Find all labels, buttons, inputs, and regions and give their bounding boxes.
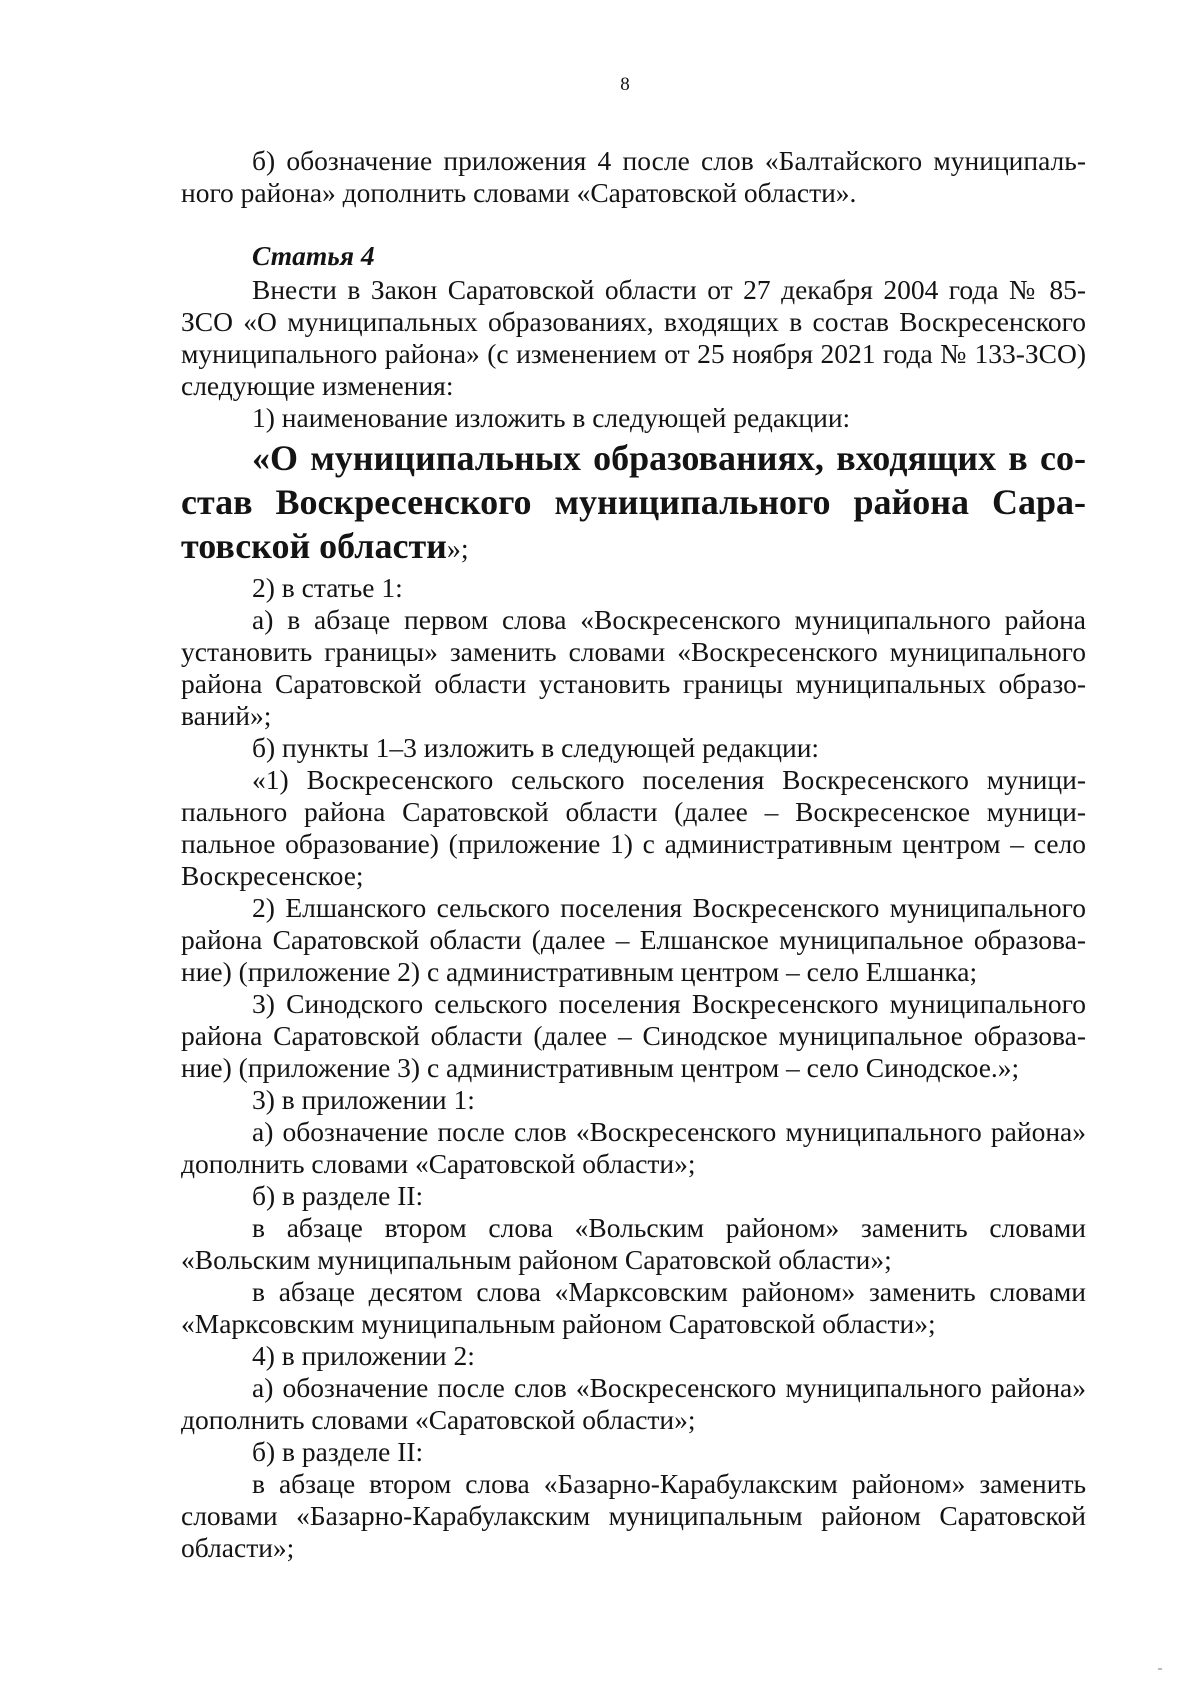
paragraph: в абзаце десятом слова «Марксовским районом» заменить словами «Марксовским муниципальным районом Саратовской области»; — [181, 1276, 1086, 1339]
new-law-title-text: «О муниципальных образованиях, входящих в состав Воскресенского муниципального района Саратовской области — [181, 438, 1086, 566]
paragraph: «1) Воскресенского сельского поселения Воскресенского муниципального района Саратовской области (далее – Воскресенское муниципальное образование) (приложение 1) с административным центром – село Воскресенское; — [181, 764, 1086, 891]
paragraph: Внести в Закон Саратовской области от 27 декабря 2004 года № 85-ЗСО «О муниципальных образованиях, входящих в состав Воскресенского муниципального района» (с изменением от 25 ноября 2021 года № 133-ЗСО) следующие изменения: — [181, 274, 1086, 401]
paragraph: 2) Елшанского сельского поселения Воскресенского муниципального района Саратовской области (далее – Елшанское муниципальное образование) (приложение 2) с административным центром – село Елшанка; — [181, 892, 1086, 987]
paragraph: б) в разделе II: — [252, 1436, 424, 1467]
scan-speck — [1158, 1668, 1162, 1670]
paragraph: в абзаце втором слова «Вольским районом» заменить словами «Вольским муниципальным районом Саратовской области»; — [181, 1212, 1086, 1275]
paragraph: в абзаце втором слова «Базарно-Карабулакским районом» заменить словами «Базарно-Карабулакским муниципальным районом Саратовской области»; — [181, 1468, 1086, 1563]
paragraph: б) обозначение приложения 4 после слов «Балтайского муниципального района» дополнить словами «Саратовской области». — [181, 145, 1086, 208]
paragraph: 3) Синодского сельского поселения Воскресенского муниципального района Саратовской области (далее – Синодское муниципальное образование) (приложение 3) с административным центром – село Синодское.»; — [181, 988, 1086, 1083]
new-law-title-tail: »; — [446, 534, 469, 565]
paragraph: 2) в статье 1: — [252, 572, 403, 603]
paragraph: 3) в приложении 1: — [252, 1084, 475, 1115]
new-law-title — [181, 436, 1086, 572]
paragraph: а) обозначение после слов «Воскресенского муниципального района» дополнить словами «Саратовской области»; — [181, 1372, 1086, 1435]
paragraph: 1) наименование изложить в следующей редакции: — [252, 402, 851, 433]
paragraph: 4) в приложении 2: — [252, 1340, 475, 1371]
paragraph: а) в абзаце первом слова «Воскресенского муниципального района установить границы» заменить словами «Воскресенского муниципального района Саратовской области установить границы муниципальных образований»; — [181, 604, 1086, 731]
paragraph: а) обозначение после слов «Воскресенского муниципального района» дополнить словами «Саратовской области»; — [181, 1116, 1086, 1179]
document-body — [181, 145, 1086, 1564]
page-number: 8 — [620, 74, 630, 95]
paragraph: б) пункты 1–3 изложить в следующей редакции: — [252, 732, 820, 763]
paragraph: б) в разделе II: — [252, 1180, 424, 1211]
article-heading: Статья 4 — [252, 240, 375, 271]
